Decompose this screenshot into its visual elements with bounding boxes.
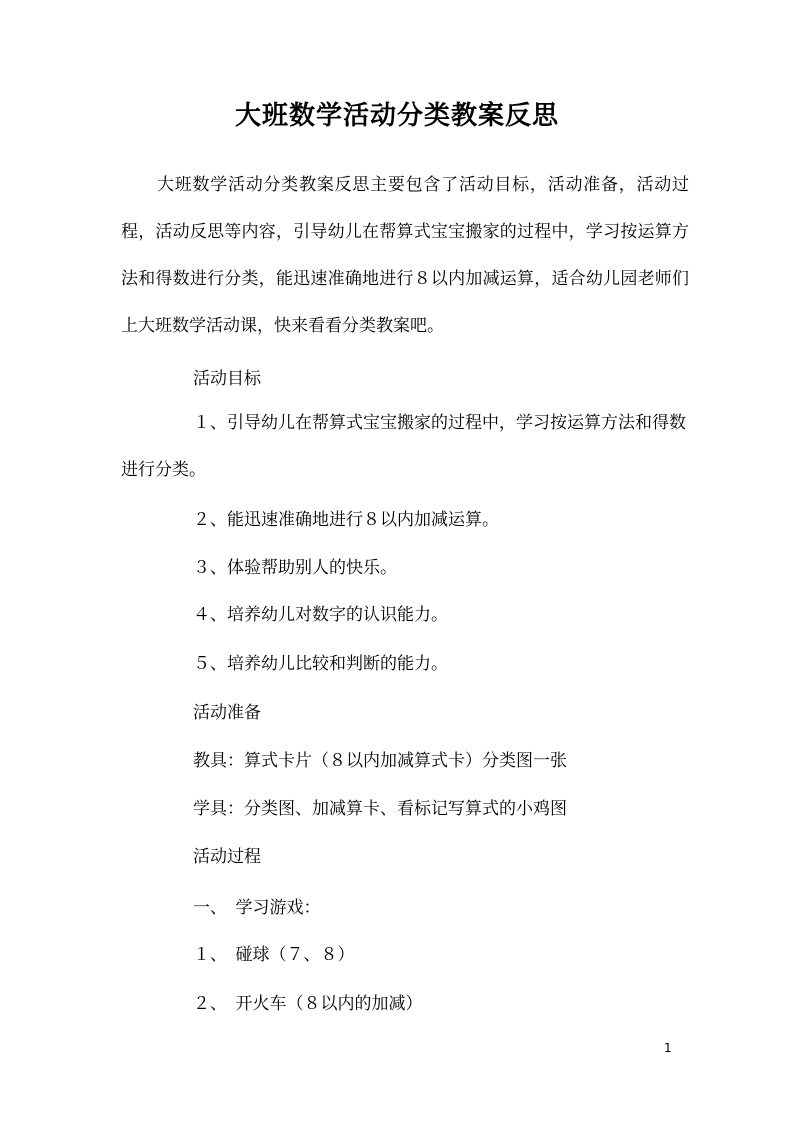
goal-item-3: ３、体验帮助别人的快乐。 [193, 558, 397, 578]
process-item-3: ２、 开火车（８以内的加减） [193, 994, 423, 1014]
document-title: 大班数学活动分类教案反思 [234, 101, 559, 131]
teaching-aids: 教具：算式卡片（８以内加减算式卡）分类图一张 [193, 751, 567, 771]
goal-item-1: １、引导幼儿在帮算式宝宝搬家的过程中，学习按运算方法和得数进行分类。 [121, 413, 686, 480]
intro-paragraph: 大班数学活动分类教案反思主要包含了活动目标，活动准备，活动过程，活动反思等内容，引导幼儿在帮算式宝宝搬家的过程中，学习按运算方法和得数进行分类，能迅速准确地进行８以内加减运算，适合幼儿园老师们上大班数学活动课，快来看看分类教案吧。 [121, 175, 689, 336]
process-item-1: 一、 学习游戏： [193, 898, 321, 918]
process-heading: 活动过程 [193, 847, 261, 867]
goals-heading: 活动目标 [193, 369, 261, 389]
page-number: 1 [664, 1041, 672, 1055]
process-item-2: １、 碰球（７、８） [193, 945, 355, 965]
goal-item-2: ２、能迅速准确地进行８以内加减运算。 [193, 510, 499, 530]
goal-item-4: ４、培养幼儿对数字的认识能力。 [193, 605, 448, 625]
goal-item-5: ５、培养幼儿比较和判断的能力。 [193, 654, 448, 674]
learning-aids: 学具：分类图、加减算卡、看标记写算式的小鸡图 [193, 799, 567, 819]
prep-heading: 活动准备 [193, 703, 261, 723]
